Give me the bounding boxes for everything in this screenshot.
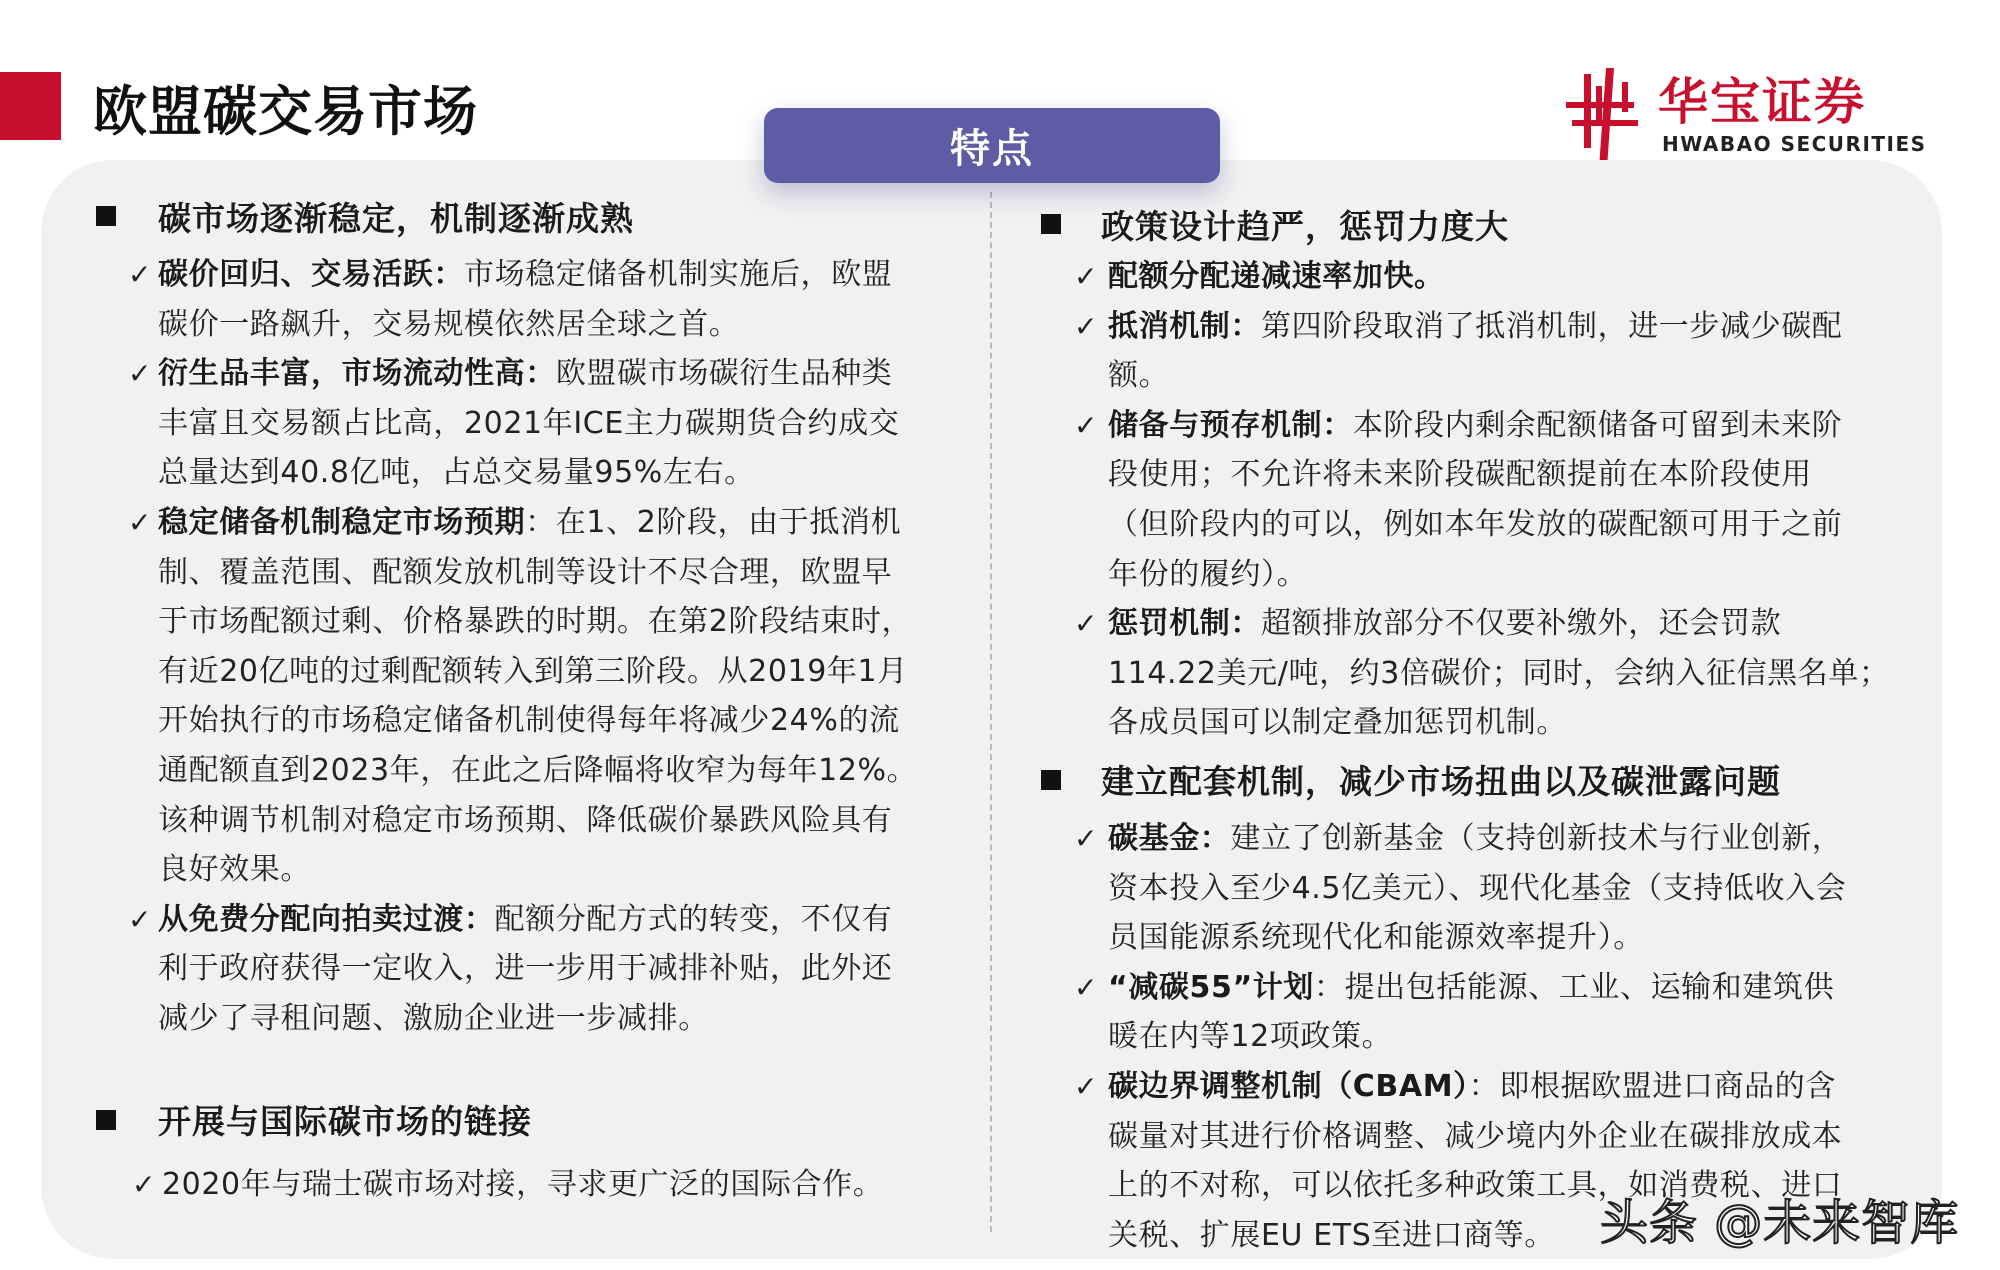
item-text: 欧盟碳市场碳衍生品种类: [555, 356, 893, 392]
square-bullet-icon: [1041, 214, 1061, 234]
item-lead: 配额分配递减速率加快。: [1108, 259, 1445, 294]
checkmark-icon: ✓: [132, 1167, 157, 1201]
list-item: [92, 498, 972, 895]
item-lead: 从免费分配向拍卖过渡：: [158, 901, 495, 937]
item-text: 资本投入至少4.5亿美元）、现代化基金（支持低收入会: [1108, 870, 1847, 906]
checkmark-icon: ✓: [128, 902, 153, 936]
item-text: 员国能源系统现代化和能源效率提升）。: [1108, 920, 1644, 956]
column-divider: [990, 192, 992, 1232]
item-text: 各成员国可以制定叠加惩罚机制。: [1108, 705, 1567, 741]
section-heading: [92, 188, 972, 244]
item-lead: 储备与预存机制：: [1108, 407, 1353, 443]
checkmark-icon: ✓: [1074, 309, 1099, 343]
list-item: [1038, 814, 1928, 963]
item-text: 开始执行的市场稳定储备机制使得每年将减少24%的流: [158, 703, 900, 739]
checkmark-icon: ✓: [1074, 970, 1099, 1004]
item-text: 于市场配额过剩、价格暴跌的时期。在第2阶段结束时，: [158, 604, 913, 640]
title-accent-bar: [0, 72, 61, 140]
item-text: 市场稳定储备机制实施后，欧盟: [464, 257, 893, 292]
checkmark-icon: ✓: [1074, 607, 1099, 641]
item-text: 配额分配方式的转变，不仅有: [494, 901, 893, 937]
item-text: 年份的履约）。: [1108, 556, 1308, 592]
item-text: 段使用；不允许将未来阶段碳配额提前在本阶段使用: [1108, 457, 1812, 493]
list-item: [1038, 599, 1928, 748]
right-column: [1038, 196, 1928, 1260]
item-text: ：即根据欧盟进口商品的含: [1468, 1068, 1836, 1104]
square-bullet-icon: [1041, 770, 1061, 790]
item-lead: “减碳55”计划: [1108, 969, 1314, 1005]
list-item: [92, 349, 972, 498]
item-text: 关税、扩展EU ETS至进口商等。: [1108, 1217, 1555, 1253]
item-text: 利于政府获得一定收入，进一步用于减排补贴，此外还: [158, 951, 893, 987]
square-bullet-icon: [96, 206, 116, 226]
item-text: 该种调节机制对稳定市场预期、降低碳价暴跌风险具有: [158, 802, 893, 838]
list-item: [92, 1160, 972, 1210]
item-text: 有近20亿吨的过剩配额转入到第三阶段。从2019年1月: [158, 653, 908, 689]
item-text: 本阶段内剩余配额储备可留到未来阶: [1352, 407, 1843, 443]
item-text: 114.22美元/吨，约3倍碳价；同时，会纳入征信黑名单；: [1108, 655, 1890, 691]
section-heading: [92, 1092, 972, 1148]
logo-name-en: HWABAO SECURITIES: [1662, 132, 1927, 156]
item-text: 超额排放部分不仅要补缴外，还会罚款: [1261, 606, 1782, 642]
left-column: [92, 188, 972, 1209]
item-text: 上的不对称，可以依托多种政策工具，如消费税、进口: [1108, 1168, 1843, 1204]
item-lead: 稳定储备机制稳定市场预期: [158, 504, 526, 540]
checkmark-icon: ✓: [128, 505, 153, 539]
item-text: 额。: [1108, 358, 1170, 394]
list-item: [1038, 302, 1928, 401]
section-heading-text: 碳市场逐渐稳定，机制逐渐成熟: [158, 198, 634, 238]
list-item: [92, 895, 972, 1044]
item-text: 总量达到40.8亿吨，占总交易量95%左右。: [158, 455, 755, 491]
item-text: 减少了寻租问题、激励企业进一步减排。: [158, 1000, 709, 1036]
section-heading: [1038, 196, 1928, 252]
checkmark-icon: ✓: [128, 258, 153, 291]
list-item: [1038, 252, 1928, 302]
item-text: 制、覆盖范围、配额发放机制等设计不尽合理，欧盟早: [158, 554, 893, 590]
item-text: 第四阶段取消了抵消机制，进一步减少碳配: [1261, 308, 1843, 344]
item-text: （但阶段内的可以，例如本年发放的碳配额可用于之前: [1108, 506, 1843, 542]
square-bullet-icon: [96, 1110, 116, 1130]
section-heading-text: 开展与国际碳市场的链接: [158, 1102, 532, 1141]
company-logo: [1566, 68, 1928, 164]
list-item: [1038, 401, 1928, 599]
item-text: 通配额直到2023年，在此之后降幅将收窄为每年12%。: [158, 752, 918, 788]
item-lead: 衍生品丰富，市场流动性高：: [158, 356, 556, 392]
section-pill-label: 特点: [950, 126, 1034, 172]
item-text: 暖在内等12项政策。: [1108, 1019, 1393, 1055]
checkmark-icon: ✓: [1074, 408, 1099, 442]
item-text: 碳价一路飙升，交易规模依然居全球之首。: [158, 306, 740, 342]
item-text: 碳量对其进行价格调整、减少境内外企业在碳排放成本: [1108, 1118, 1843, 1154]
checkmark-icon: ✓: [128, 357, 153, 391]
item-lead: 碳基金：: [1108, 820, 1231, 856]
checkmark-icon: ✓: [1074, 1069, 1099, 1103]
item-text: 良好效果。: [158, 852, 311, 888]
section-heading-text: 政策设计趋严，惩罚力度大: [1101, 206, 1509, 246]
item-text: 建立了创新基金（支持创新技术与行业创新，: [1230, 820, 1843, 856]
section-heading: [1038, 752, 1928, 808]
item-lead: 抵消机制：: [1108, 308, 1261, 344]
page-title: 欧盟碳交易市场: [93, 80, 478, 143]
item-text: 2020年与瑞士碳市场对接，寻求更广泛的国际合作。: [162, 1166, 884, 1202]
section-pill: [764, 108, 1220, 183]
item-text: 丰富且交易额占比高，2021年ICE主力碳期货合约成交: [158, 405, 900, 441]
item-lead: 碳价回归、交易活跃：: [158, 257, 464, 292]
hwabao-logo-icon: [1566, 68, 1642, 164]
logo-name-cn: 华宝证券: [1658, 73, 1866, 131]
section-heading-text: 建立配套机制，减少市场扭曲以及碳泄露问题: [1101, 762, 1781, 802]
list-item: [92, 250, 972, 349]
item-text: ：提出包括能源、工业、运输和建筑供: [1313, 969, 1835, 1005]
list-item: [1038, 963, 1928, 1062]
item-lead: 惩罚机制：: [1108, 606, 1261, 642]
item-text: ：在1、2阶段，由于抵消机: [525, 504, 902, 540]
watermark: 头条 @未来智库: [1600, 1195, 1960, 1251]
item-lead: 碳边界调整机制（CBAM）: [1108, 1068, 1469, 1104]
checkmark-icon: ✓: [1074, 821, 1099, 855]
checkmark-icon: ✓: [1074, 260, 1099, 293]
